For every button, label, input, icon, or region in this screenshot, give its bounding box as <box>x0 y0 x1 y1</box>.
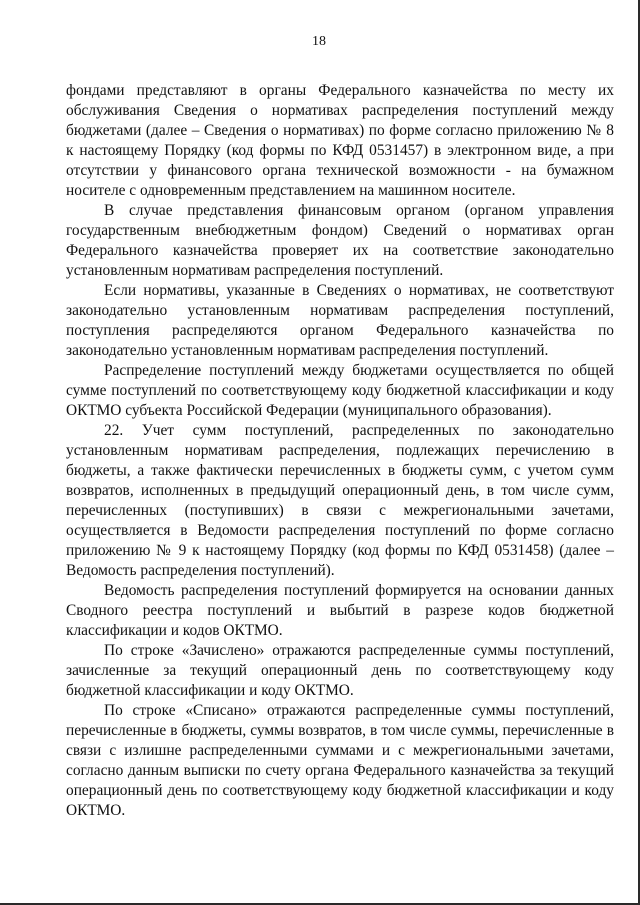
document-body <box>66 81 614 821</box>
paragraph: Распределение поступлений между бюджетами осуществляется по общей сумме поступлений по соответствующему коду бюджетной классификации и коду ОКТМО субъекта Российской Федерации (муниципального образования). <box>66 362 614 419</box>
page-number: 18 <box>312 34 326 49</box>
paragraph: По строке «Зачислено» отражаются распределенные суммы поступлений, зачисленные за текущий операционный день по соответствующему коду бюджетной классификации и коду ОКТМО. <box>66 642 614 699</box>
paragraph: По строке «Списано» отражаются распределенные суммы поступлений, перечисленные в бюджеты, суммы возвратов, в том числе суммы, перечисленные в связи с излишне распределенными суммами и с межрегиональными зачетами, согласно данным выписки по счету органа Федерального казначейства за текущий операционный день по соответствующему коду бюджетной классификации и коду ОКТМО. <box>66 702 614 819</box>
paragraph: В случае представления финансовым органом (органом управления государственным внебюджетным фондом) Сведений о нормативах орган Федерального казначейства проверяет их на соответствие законодательно установленным нормативам распределения поступлений. <box>66 202 614 279</box>
paragraph: Если нормативы, указанные в Сведениях о нормативах, не соответствуют законодательно установленным нормативам распределения поступлений, поступления распределяются органом Федерального казначейства по законодательно установленным нормативам распределения поступлений. <box>66 282 614 359</box>
paragraph: Ведомость распределения поступлений формируется на основании данных Сводного реестра поступлений и выбытий в разрезе кодов бюджетной классификации и кодов ОКТМО. <box>66 582 614 639</box>
paragraph-item-22: 22. Учет сумм поступлений, распределенных по законодательно установленным нормативам распределения, подлежащих перечислению в бюджеты, а также фактически перечисленных в бюджеты сумм, с учетом сумм возвратов, исполненных в предыдущий операционный день, в том числе сумм, перечисленных (поступивших) в связи с межрегиональными зачетами, осуществляется в Ведомости распределения поступлений по форме согласно приложению № 9 к настоящему Порядку (код формы по КФД 0531458) (далее – Ведомость распределения поступлений). <box>66 422 614 579</box>
paragraph-continuation: фондами представляют в органы Федерального казначейства по месту их обслуживания Сведения о нормативах распределения поступлений между бюджетами (далее – Сведения о нормативах) по форме согласно приложению № 8 к настоящему Порядку (код формы по КФД 0531457) в электронном виде, а при отсутствии у финансового органа технической возможности - на бумажном носителе с одновременным представлением на машинном носителе. <box>66 82 614 199</box>
